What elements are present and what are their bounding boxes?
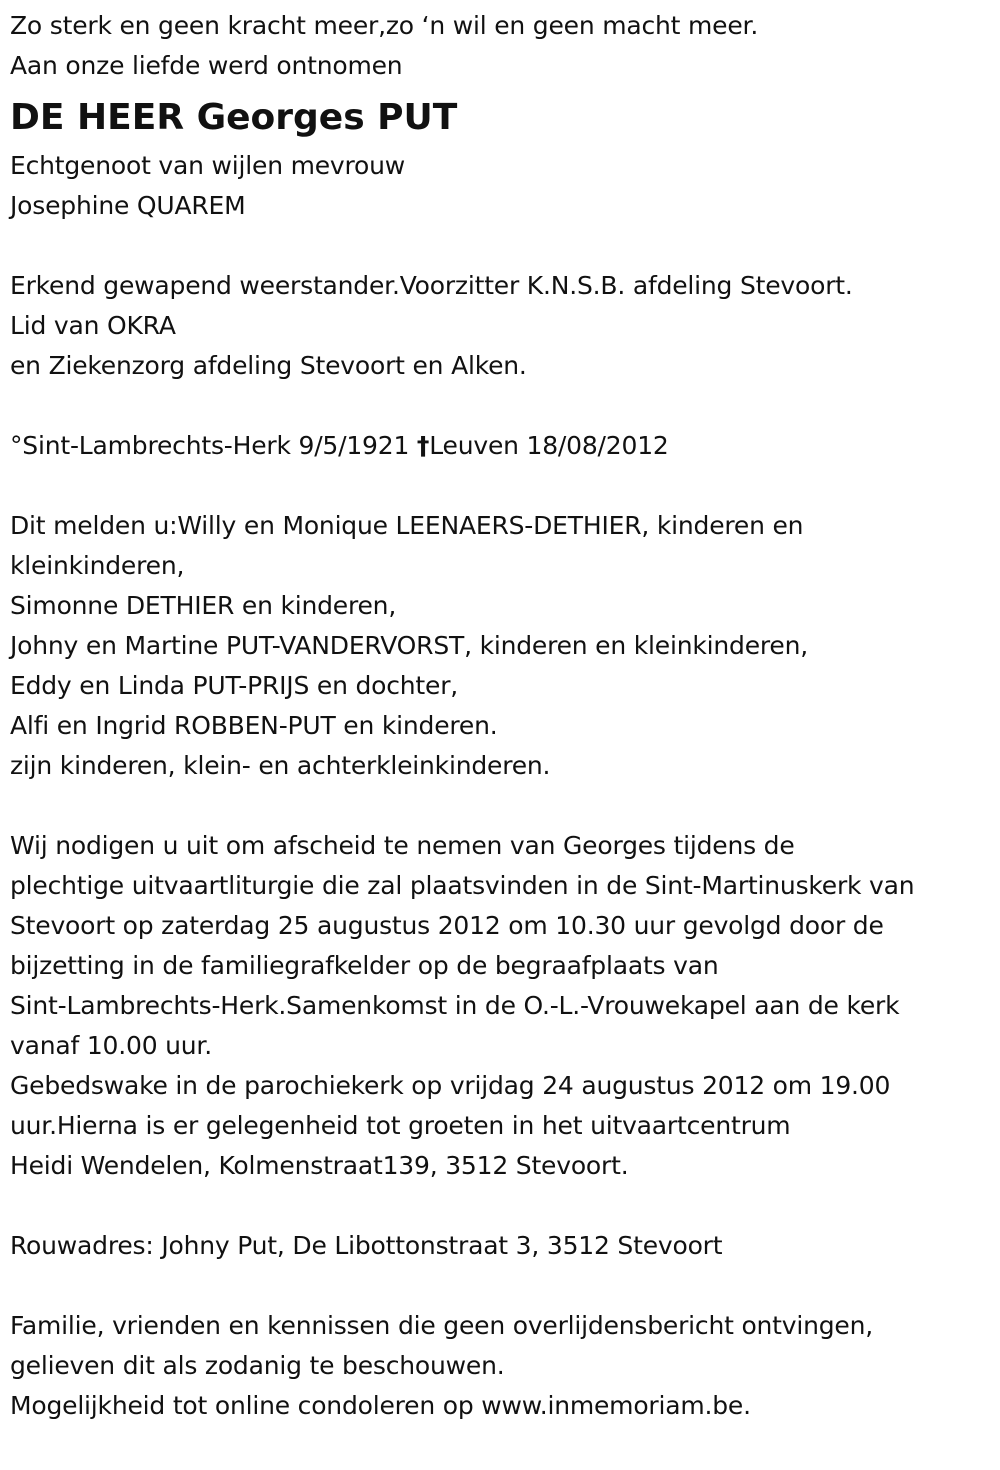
membership-line-3: en Ziekenzorg afdeling Stevoort en Alken. bbox=[10, 351, 527, 380]
obituary-notice bbox=[10, 6, 995, 1426]
family-line: Dit melden u:Willy en Monique LEENAERS-DETHIER, kinderen en bbox=[10, 511, 804, 540]
intro-verse bbox=[10, 6, 995, 86]
life-dates bbox=[10, 426, 995, 466]
spacer bbox=[10, 386, 995, 426]
family-line: kleinkinderen, bbox=[10, 551, 185, 580]
deceased-name: DE HEER Georges PUT bbox=[10, 97, 458, 138]
death-info: Leuven 18/08/2012 bbox=[429, 431, 669, 460]
spacer bbox=[10, 226, 995, 266]
cross-icon: † bbox=[416, 431, 430, 460]
spouse-info bbox=[10, 146, 995, 226]
mourning-address: Rouwadres: Johny Put, De Libottonstraat 3, 3512 Stevoort bbox=[10, 1231, 723, 1260]
intro-line-2: Aan onze liefde werd ontnomen bbox=[10, 51, 403, 80]
closing-line-3: Mogelijkheid tot online condoleren op www.inmemoriam.be. bbox=[10, 1391, 751, 1420]
ceremony-line: Heidi Wendelen, Kolmenstraat139, 3512 Stevoort. bbox=[10, 1151, 629, 1180]
ceremony-line: Gebedswake in de parochiekerk op vrijdag 24 augustus 2012 om 19.00 bbox=[10, 1071, 891, 1100]
closing-remarks bbox=[10, 1306, 995, 1426]
family-line: Simonne DETHIER en kinderen, bbox=[10, 591, 397, 620]
ceremony-line: uur.Hierna is er gelegenheid tot groeten in het uitvaartcentrum bbox=[10, 1111, 791, 1140]
family-list bbox=[10, 506, 995, 786]
ceremony-line: Wij nodigen u uit om afscheid te nemen van Georges tijdens de bbox=[10, 831, 795, 860]
spacer bbox=[10, 466, 995, 506]
family-line: zijn kinderen, klein- en achterkleinkinderen. bbox=[10, 751, 551, 780]
family-line: Alfi en Ingrid ROBBEN-PUT en kinderen. bbox=[10, 711, 498, 740]
spacer bbox=[10, 1186, 995, 1226]
ceremony-details bbox=[10, 826, 995, 1186]
spouse-line-2: Josephine QUAREM bbox=[10, 191, 246, 220]
membership-line-1: Erkend gewapend weerstander.Voorzitter K.N.S.B. afdeling Stevoort. bbox=[10, 271, 853, 300]
family-line: Johny en Martine PUT-VANDERVORST, kinderen en kleinkinderen, bbox=[10, 631, 808, 660]
closing-line-1: Familie, vrienden en kennissen die geen overlijdensbericht ontvingen, bbox=[10, 1311, 874, 1340]
ceremony-line: bijzetting in de familiegrafkelder op de begraafplaats van bbox=[10, 951, 719, 980]
ceremony-line: vanaf 10.00 uur. bbox=[10, 1031, 212, 1060]
ceremony-line: Sint-Lambrechts-Herk.Samenkomst in de O.-L.-Vrouwekapel aan de kerk bbox=[10, 991, 900, 1020]
birth-info: °Sint-Lambrechts-Herk 9/5/1921 bbox=[10, 431, 417, 460]
spouse-line-1: Echtgenoot van wijlen mevrouw bbox=[10, 151, 406, 180]
intro-line-1: Zo sterk en geen kracht meer,zo ‘n wil en geen macht meer. bbox=[10, 11, 759, 40]
family-line: Eddy en Linda PUT-PRIJS en dochter, bbox=[10, 671, 459, 700]
closing-line-2: gelieven dit als zodanig te beschouwen. bbox=[10, 1351, 505, 1380]
membership-line-2: Lid van OKRA bbox=[10, 311, 176, 340]
ceremony-line: plechtige uitvaartliturgie die zal plaatsvinden in de Sint-Martinuskerk van bbox=[10, 871, 915, 900]
spacer bbox=[10, 786, 995, 826]
spacer bbox=[10, 1266, 995, 1306]
ceremony-line: Stevoort op zaterdag 25 augustus 2012 om 10.30 uur gevolgd door de bbox=[10, 911, 884, 940]
memberships bbox=[10, 266, 995, 386]
